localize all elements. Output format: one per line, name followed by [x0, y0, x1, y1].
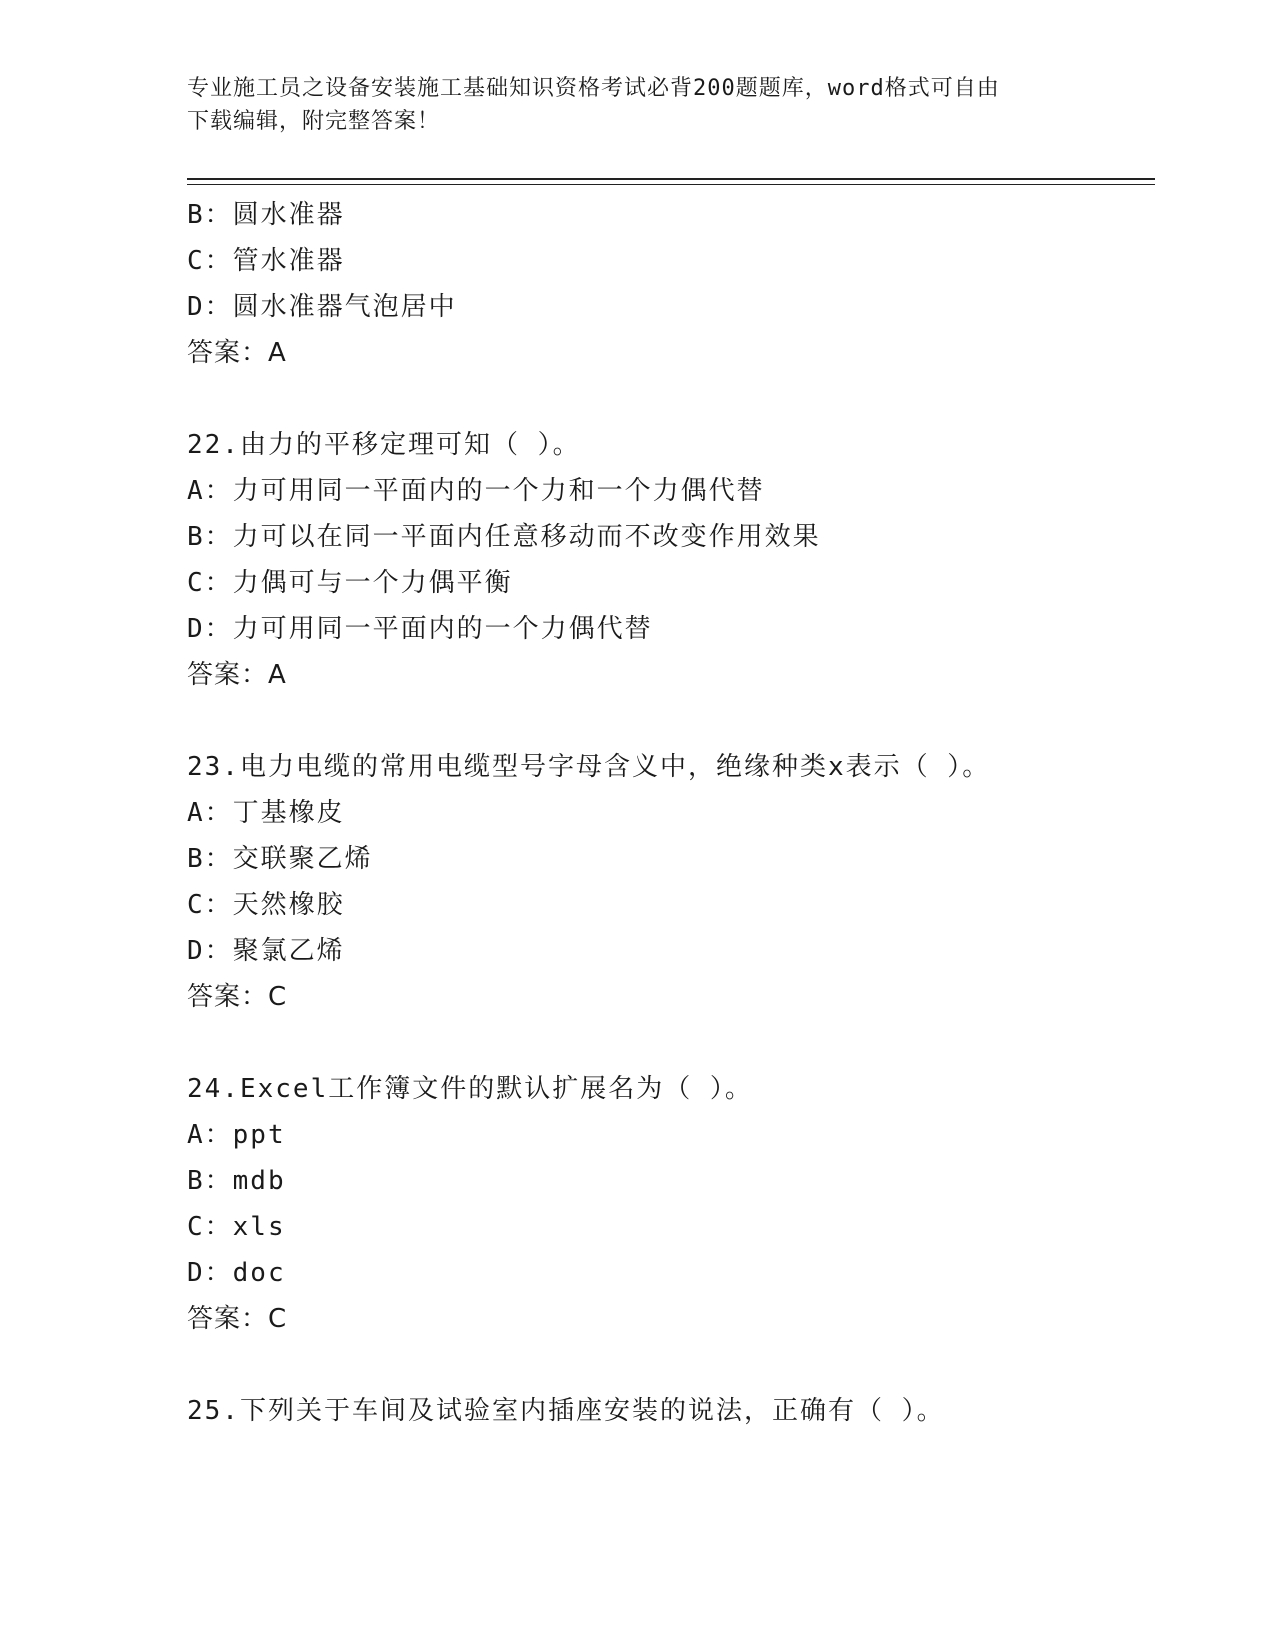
option-b: B：交联聚乙烯 [187, 844, 373, 874]
option-b: B：力可以在同一平面内任意移动而不改变作用效果 [187, 522, 821, 552]
option-a: A：丁基橡皮 [187, 798, 345, 828]
spacer [187, 1342, 1155, 1388]
answer-line: 答案：A [187, 338, 287, 368]
question-stem: 24.Excel工作簿文件的默认扩展名为（ ）。 [187, 1074, 753, 1104]
option-b: B：mdb [187, 1166, 286, 1196]
option-a: A：ppt [187, 1120, 286, 1150]
option-d: D：doc [187, 1258, 286, 1288]
header-rule-thick [187, 178, 1155, 180]
option-a: A：力可用同一平面内的一个力和一个力偶代替 [187, 476, 765, 506]
answer-line: 答案：C [187, 982, 288, 1012]
spacer [187, 698, 1155, 744]
question-stem: 25.下列关于车间及试验室内插座安装的说法，正确有（ ）。 [187, 1396, 945, 1426]
option-d: D：聚氯乙烯 [187, 936, 345, 966]
option-b: B：圆水准器 [187, 200, 345, 230]
option-c: C：天然橡胶 [187, 890, 345, 920]
answer-line: 答案：C [187, 1304, 288, 1334]
header-rule-thin [187, 184, 1155, 185]
option-c: C：xls [187, 1212, 286, 1242]
option-d: D：力可用同一平面内的一个力偶代替 [187, 614, 653, 644]
question-stem: 22.由力的平移定理可知（ ）。 [187, 430, 581, 460]
spacer [187, 1020, 1155, 1066]
option-c: C：力偶可与一个力偶平衡 [187, 568, 513, 598]
spacer [187, 376, 1155, 422]
header-line-2: 下载编辑，附完整答案！ [187, 109, 441, 134]
answer-line: 答案：A [187, 660, 287, 690]
question-list [187, 192, 1155, 1434]
document-header [187, 72, 1067, 138]
option-d: D：圆水准器气泡居中 [187, 292, 457, 322]
question-stem: 23.电力电缆的常用电缆型号字母含义中，绝缘种类x表示（ ）。 [187, 752, 991, 782]
header-line-1: 专业施工员之设备安装施工基础知识资格考试必背200题题库，word格式可自由 [187, 76, 1000, 101]
option-c: C：管水准器 [187, 246, 345, 276]
